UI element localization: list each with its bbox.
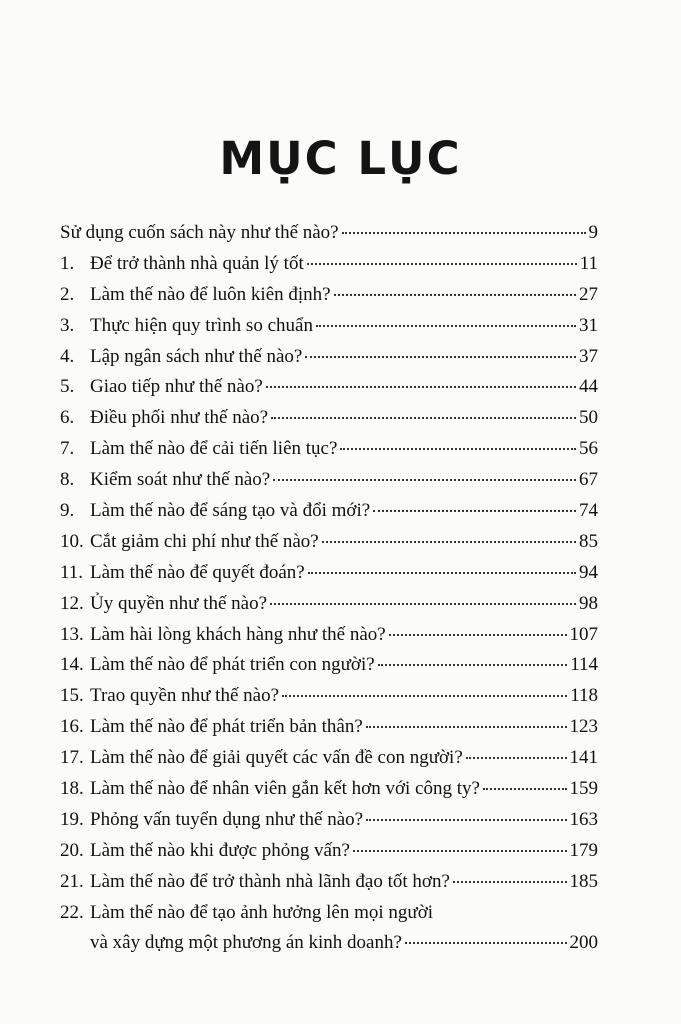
toc-entry (60, 403, 598, 434)
toc-entry-number: 7. (60, 438, 75, 460)
dot-leader (322, 541, 576, 543)
toc-entry (60, 743, 598, 774)
toc-entry-page: 123 (569, 716, 598, 738)
dot-leader (353, 850, 567, 852)
dot-leader (307, 263, 577, 265)
toc-entry-page: 107 (569, 623, 598, 645)
toc-entry-title: Để trở thành nhà quản lý tốt (90, 252, 304, 274)
toc-entry (60, 434, 598, 465)
dot-leader (366, 819, 566, 821)
toc-entry-page: 74 (579, 500, 598, 522)
toc-entry-title: Làm thế nào để cải tiến liên tục? (90, 438, 338, 460)
dot-leader (378, 664, 568, 666)
toc-entry-title: Làm thế nào để luôn kiên định? (90, 283, 331, 305)
toc-entry-page: 179 (569, 839, 598, 861)
toc-entry-page: 98 (579, 592, 598, 614)
toc-entry (60, 867, 598, 898)
dot-leader (483, 788, 567, 790)
toc-entry-title: Ủy quyền như thế nào? (90, 592, 268, 614)
dot-leader (466, 757, 567, 759)
toc-entry-number: 12. (60, 592, 84, 614)
toc-entry-number: 21. (60, 870, 84, 892)
toc-entry (60, 805, 598, 836)
toc-entry (60, 712, 598, 743)
page-title: MỤC LỤC (219, 132, 462, 185)
toc-entry-page: 44 (579, 376, 598, 398)
toc-entry-page: 94 (579, 561, 598, 583)
toc-entry (60, 774, 598, 805)
toc-entry (60, 650, 598, 681)
toc-entry-title: Làm hài lòng khách hàng như thế nào? (90, 623, 386, 645)
dot-leader (308, 572, 576, 574)
toc-entry-title: Giao tiếp như thế nào? (90, 376, 263, 398)
toc-entry-page: 85 (579, 530, 598, 552)
toc-entry-title: Làm thế nào để trở thành nhà lãnh đạo tốt hơn? (90, 870, 450, 892)
toc-entry-title: Sử dụng cuốn sách này như thế nào? (60, 222, 339, 243)
toc-entry-title: Làm thế nào để sáng tạo và đổi mới? (90, 500, 371, 522)
toc-entry-title: Điều phối như thế nào? (90, 407, 269, 429)
toc-entry (60, 681, 598, 712)
toc-entry-page: 118 (570, 685, 598, 707)
toc-entry-title: Làm thế nào để nhân viên gắn kết hơn với công ty? (90, 778, 480, 800)
toc-entry-number: 5. (60, 376, 75, 398)
toc-entry-title: Lập ngân sách như thế nào? (90, 345, 303, 367)
toc-entry (60, 898, 598, 929)
toc-entry (60, 465, 598, 496)
dot-leader (282, 695, 567, 697)
toc-entry (60, 620, 598, 651)
dot-leader (405, 942, 567, 944)
toc-entry-number: 22. (60, 901, 84, 923)
dot-leader (453, 881, 567, 883)
toc-entry-page: 27 (579, 283, 598, 305)
toc-entry (60, 218, 598, 249)
toc-entry-title: Làm thế nào để quyết đoán? (90, 561, 305, 583)
toc-entry-page: 37 (579, 345, 598, 367)
toc-entry-page: 56 (579, 438, 598, 460)
dot-leader (342, 232, 586, 234)
dot-leader (271, 417, 576, 419)
toc-entry-number: 2. (60, 283, 75, 305)
toc-entry-number: 14. (60, 654, 84, 676)
toc-entry (60, 496, 598, 527)
toc-entry-number: 6. (60, 407, 75, 429)
dot-leader (366, 726, 567, 728)
toc-entry (60, 311, 598, 342)
toc-entry-number: 1. (60, 252, 75, 274)
toc-entry (60, 527, 598, 558)
toc-entry-number: 10. (60, 530, 84, 552)
dot-leader (270, 603, 576, 605)
dot-leader (305, 356, 576, 358)
toc-entry-number: 16. (60, 716, 84, 738)
toc-entry-page: 67 (579, 469, 598, 491)
toc-entry-number: 8. (60, 469, 75, 491)
toc-entry-number: 11. (60, 561, 84, 583)
toc-entry-title: Trao quyền như thế nào? (90, 685, 280, 707)
toc-entry-number: 13. (60, 623, 84, 645)
toc-entry (60, 928, 598, 959)
toc-entry-number: 15. (60, 685, 84, 707)
dot-leader (316, 325, 576, 327)
table-of-contents (60, 218, 598, 959)
toc-entry-page: 50 (579, 407, 598, 429)
toc-entry-title: Cắt giảm chi phí như thế nào? (90, 530, 319, 552)
toc-entry-number: 4. (60, 345, 75, 367)
toc-entry-title: Kiểm soát như thế nào? (90, 469, 271, 491)
toc-entry-page: 114 (570, 654, 598, 676)
toc-entry-number: 9. (60, 500, 75, 522)
toc-entry (60, 836, 598, 867)
toc-entry-number: 19. (60, 808, 84, 830)
dot-leader (389, 634, 567, 636)
toc-entry-title: và xây dựng một phương án kinh doanh? (90, 932, 402, 954)
toc-entry-number: 17. (60, 747, 84, 769)
toc-entry-title: Làm thế nào để phát triển bản thân? (90, 716, 363, 738)
toc-entry-title: Thực hiện quy trình so chuẩn (90, 314, 313, 336)
toc-entry (60, 558, 598, 589)
dot-leader (340, 448, 576, 450)
toc-entry-title: Làm thế nào khi được phỏng vấn? (90, 839, 350, 861)
toc-entry-page: 11 (579, 252, 598, 274)
toc-entry-number: 18. (60, 778, 84, 800)
toc-entry-page: 159 (569, 778, 598, 800)
toc-entry-page: 185 (569, 870, 598, 892)
toc-entry (60, 280, 598, 311)
toc-entry (60, 342, 598, 373)
dot-leader (334, 294, 576, 296)
toc-entry-title: Phỏng vấn tuyển dụng như thế nào? (90, 808, 364, 830)
toc-entry (60, 372, 598, 403)
toc-entry-number: 20. (60, 839, 84, 861)
toc-entry-page: 141 (569, 747, 598, 769)
toc-entry-title: Làm thế nào để giải quyết các vấn đề con người? (90, 747, 463, 769)
dot-leader (266, 386, 576, 388)
toc-entry-number: 3. (60, 314, 75, 336)
toc-entry (60, 589, 598, 620)
toc-entry-page: 31 (579, 314, 598, 336)
toc-entry-page: 200 (569, 932, 598, 954)
toc-entry-title: Làm thế nào để phát triển con người? (90, 654, 375, 676)
toc-entry-page: 9 (588, 222, 598, 243)
dot-leader (373, 510, 576, 512)
dot-leader (273, 479, 576, 481)
toc-entry-title: Làm thế nào để tạo ảnh hưởng lên mọi người (90, 901, 434, 923)
toc-entry-page: 163 (569, 808, 598, 830)
toc-entry (60, 249, 598, 280)
